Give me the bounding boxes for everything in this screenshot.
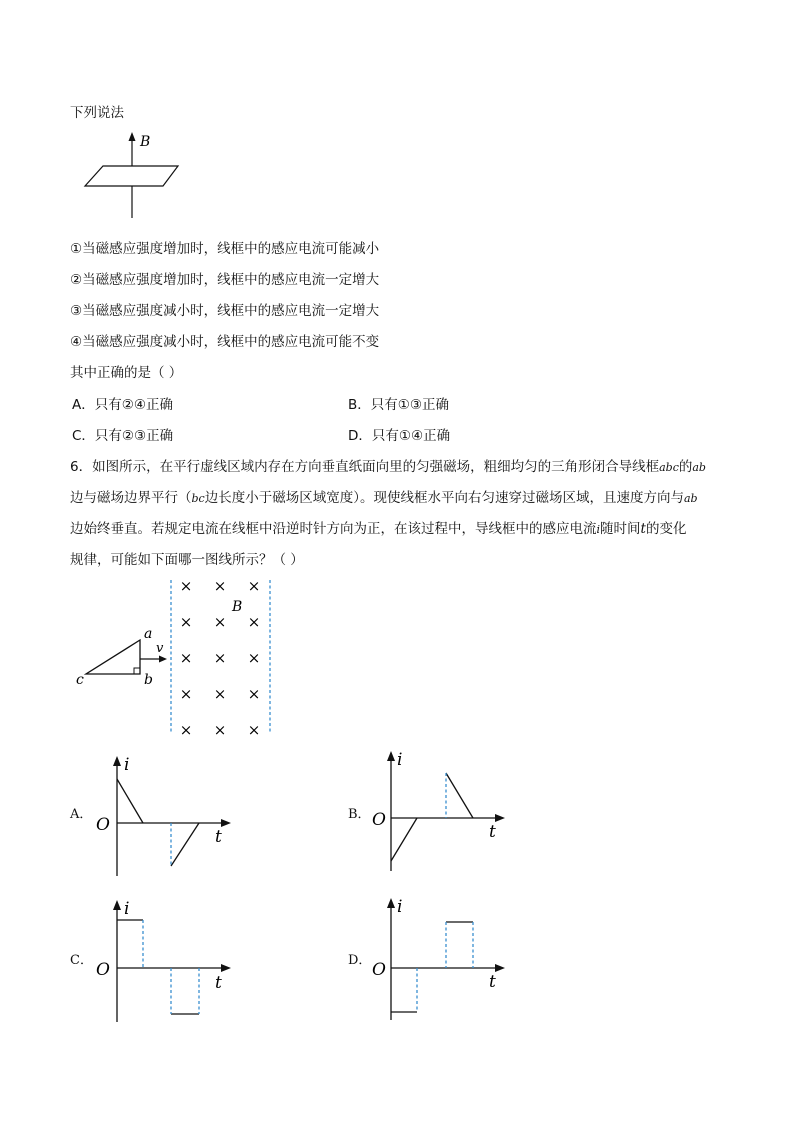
current-curve: [171, 823, 199, 866]
current-curve: [446, 773, 473, 818]
q6-line-1-text-b: 的: [678, 459, 693, 475]
cross-mark: ×: [179, 721, 193, 739]
cross-mark: ×: [247, 685, 261, 703]
x-axis-arrow-icon: [495, 964, 505, 972]
cross-mark: ×: [213, 685, 227, 703]
graph-d-option-label[interactable]: D．: [348, 953, 372, 968]
velocity-arrow-head: [159, 656, 167, 663]
q6-line-1: [70, 458, 706, 477]
cross-mark: ×: [179, 685, 193, 703]
y-axis-arrow-icon: [387, 751, 395, 761]
cross-mark: ×: [247, 721, 261, 739]
current-curve: [391, 818, 417, 861]
y-axis-arrow-icon: [113, 900, 121, 910]
y-axis-label: i: [397, 897, 403, 917]
cross-mark: ×: [179, 613, 193, 631]
x-axis-arrow-icon: [221, 964, 231, 972]
cross-mark: ×: [213, 649, 227, 667]
q5-option-c[interactable]: C．只有②③正确: [72, 428, 174, 444]
cross-mark: ×: [179, 577, 193, 595]
vertex-label-c: c: [76, 672, 84, 688]
origin-label: O: [96, 960, 110, 980]
statement-1: ①当磁感应强度增加时，线框中的感应电流可能减小: [70, 241, 380, 257]
triangle-frame-abc: [86, 640, 140, 674]
x-axis-label: t: [489, 972, 496, 992]
magnetic-field-figure: [70, 578, 280, 738]
graph-a-option-label[interactable]: A．: [70, 807, 93, 822]
y-axis-label: i: [124, 755, 130, 775]
origin-label: O: [96, 815, 110, 835]
var-ab-2: ab: [683, 492, 698, 505]
origin-label: O: [372, 960, 386, 980]
var-abc: abc: [659, 461, 679, 474]
cross-mark: ×: [213, 577, 227, 595]
cross-mark: ×: [247, 577, 261, 595]
q6-line-2-text: 边与磁场边界平行（: [70, 490, 192, 506]
velocity-label-v: v: [156, 641, 164, 656]
q6-line-1-text: 6．如图所示，在平行虚线区域内存在方向垂直纸面向里的匀强磁场，粗细均匀的三角形闭合导线框: [70, 459, 660, 475]
x-axis-label: t: [489, 822, 496, 842]
vertex-label-b: b: [144, 672, 153, 688]
q6-line-2-text-b: 边长度小于磁场区域宽度）。现使线框水平向右匀速穿过磁场区域，且速度方向与: [204, 490, 684, 506]
var-ab: ab: [692, 461, 706, 474]
y-axis-arrow-icon: [387, 898, 395, 908]
q5-question: 其中正确的是（ ）: [70, 365, 183, 381]
q5-intro: 下列说法: [70, 105, 124, 121]
x-axis-arrow-icon: [221, 819, 231, 827]
graph-c-option-label[interactable]: C．: [70, 953, 93, 968]
statement-2: ②当磁感应强度增加时，线框中的感应电流一定增大: [70, 272, 380, 288]
cross-mark: ×: [247, 649, 261, 667]
cross-mark: ×: [213, 721, 227, 739]
right-angle-mark: [134, 668, 140, 674]
cross-mark: ×: [179, 649, 193, 667]
var-i: i: [596, 523, 601, 536]
graph-c[interactable]: [95, 894, 265, 1024]
graph-d[interactable]: [371, 892, 541, 1022]
var-t: t: [640, 521, 646, 537]
y-axis-label: i: [124, 899, 130, 919]
statement-4: ④当磁感应强度减小时，线框中的感应电流可能不变: [70, 334, 380, 350]
field-label-B: B: [232, 599, 243, 615]
q5-option-d[interactable]: D．只有①④正确: [348, 428, 451, 444]
cross-mark: ×: [247, 613, 261, 631]
y-axis-arrow-icon: [113, 756, 121, 766]
x-axis-arrow-icon: [495, 814, 505, 822]
coil-plane: [85, 166, 178, 186]
vertex-label-a: a: [144, 626, 153, 642]
field-arrow-head: [129, 132, 136, 141]
q6-line-3: [70, 520, 686, 539]
graph-b[interactable]: [371, 745, 541, 873]
statement-3: ③当磁感应强度减小时，线框中的感应电流一定增大: [70, 303, 380, 319]
var-bc: bc: [191, 492, 205, 505]
q5-option-a[interactable]: A．只有②④正确: [72, 397, 173, 413]
q6-line-2: [70, 489, 698, 508]
current-curve: [117, 779, 143, 823]
x-axis-label: t: [215, 973, 222, 993]
y-axis-label: i: [397, 750, 403, 770]
graph-a[interactable]: [95, 750, 265, 878]
x-axis-label: t: [215, 827, 222, 847]
q6-line-3-text-c: 的变化: [645, 521, 687, 537]
cross-mark: ×: [213, 613, 227, 631]
field-label-B: B: [140, 134, 151, 150]
plane-field-figure: [80, 130, 190, 222]
q6-line-3-text: 边始终垂直。若规定电流在线框中沿逆时针方向为正，在该过程中，导线框中的感应电流: [70, 521, 597, 537]
q5-option-b[interactable]: B．只有①③正确: [348, 397, 449, 413]
origin-label: O: [372, 810, 386, 830]
q6-line-4: 规律，可能如下面哪一图线所示？（ ）: [70, 552, 304, 568]
graph-b-option-label[interactable]: B．: [348, 807, 371, 822]
q6-line-3-text-b: 随时间: [600, 521, 641, 537]
